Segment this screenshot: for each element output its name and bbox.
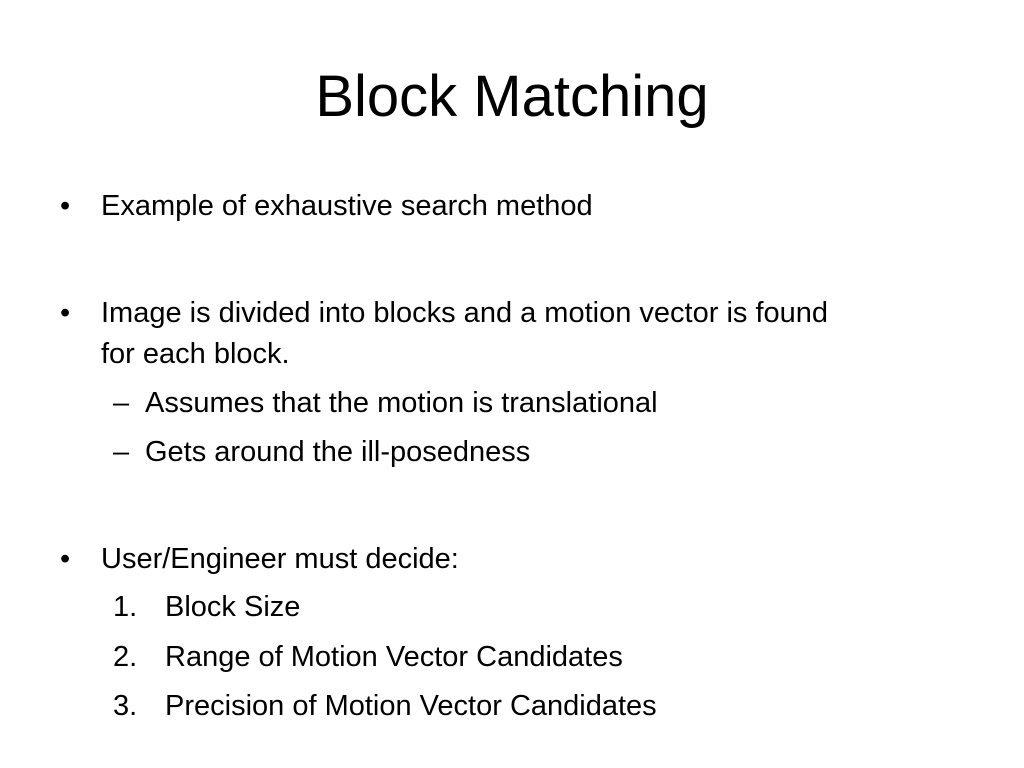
numbered-text: Precision of Motion Vector Candidates [165, 690, 657, 722]
bullet-marker: • [60, 543, 71, 575]
sub-bullet-text: Assumes that the motion is translational [145, 387, 658, 419]
bullet-marker: • [60, 190, 71, 222]
slide-title: Block Matching [315, 64, 709, 129]
numbered-text: Block Size [165, 591, 301, 623]
bullet-text: Image is divided into blocks and a motion vector is found [101, 297, 829, 329]
bullet-text: User/Engineer must decide: [101, 543, 459, 575]
item-number: 2. [113, 641, 138, 673]
numbered-text: Range of Motion Vector Candidates [165, 641, 623, 673]
bullet-text: for each block. [101, 338, 290, 370]
bullet-marker: • [60, 297, 71, 329]
dash-marker: – [113, 387, 130, 419]
sub-bullet-text: Gets around the ill-posedness [145, 436, 531, 468]
dash-marker: – [113, 436, 130, 468]
item-number: 1. [113, 591, 138, 623]
item-number: 3. [113, 690, 138, 722]
bullet-text: Example of exhaustive search method [101, 190, 593, 222]
